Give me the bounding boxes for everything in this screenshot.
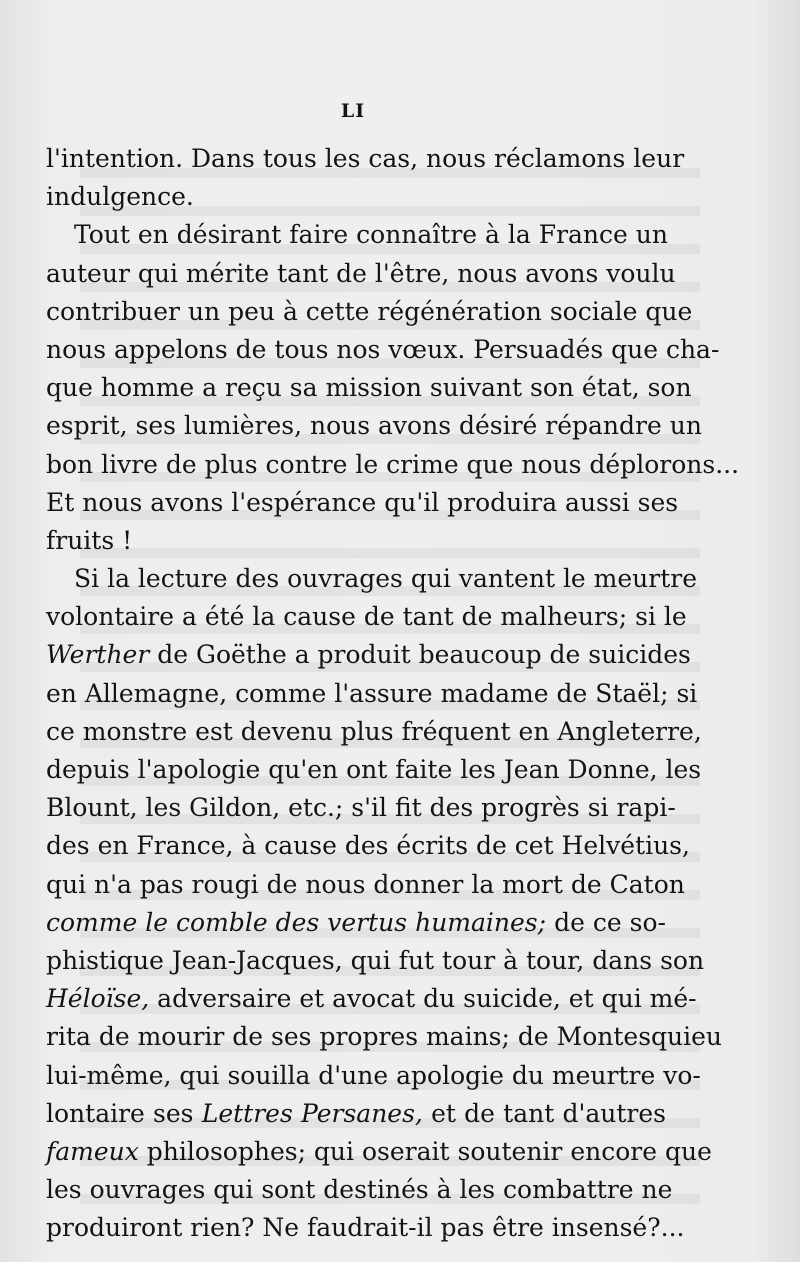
- text-line: les ouvrages qui sont destinés à les combattre ne: [46, 1175, 673, 1205]
- italic-phrase: Werther: [46, 640, 150, 670]
- text-line: comme le comble des vertus humaines; de ce so-: [46, 907, 666, 937]
- text-line: phistique Jean-Jacques, qui fut tour à tour, dans son: [46, 945, 705, 975]
- text-line: indulgence.: [46, 182, 194, 212]
- italic-phrase: Héloïse,: [46, 984, 150, 1014]
- text-line: fruits !: [46, 525, 133, 555]
- text-line: ce monstre est devenu plus fréquent en Angleterre,: [46, 716, 702, 746]
- italic-phrase: Lettres Persanes,: [201, 1098, 423, 1128]
- text-line: que homme a reçu sa mission suivant son état, son: [46, 373, 692, 403]
- text-line: Et nous avons l'espérance qu'il produira aussi ses: [46, 487, 679, 517]
- text-line: rita de mourir de ses propres mains; de Montesquieu: [46, 1022, 723, 1052]
- text-line: Héloïse, adversaire et avocat du suicide, et qui mé-: [46, 984, 697, 1014]
- text-line: l'intention. Dans tous les cas, nous réclamons leur: [46, 144, 685, 173]
- italic-phrase: comme le comble des vertus humaines;: [46, 907, 547, 937]
- text-line: contribuer un peu à cette régénération sociale que: [46, 296, 693, 326]
- text-line: volontaire a été la cause de tant de malheurs; si le: [46, 602, 687, 632]
- text-line: lontaire ses Lettres Persanes, et de tant d'autres: [46, 1098, 666, 1128]
- text-line: depuis l'apologie qu'en ont faite les Jean Donne, les: [46, 755, 702, 784]
- text-line: en Allemagne, comme l'assure madame de Staël; si: [46, 678, 698, 708]
- text-line: Blount, les Gildon, etc.; s'il fit des progrès si rapi-: [46, 793, 676, 823]
- italic-phrase: fameux: [46, 1136, 139, 1166]
- page-number: LI: [340, 100, 366, 122]
- text-line: Werther de Goëthe a produit beaucoup de suicides: [46, 640, 691, 670]
- text-line: Tout en désirant faire connaître à la France un: [74, 220, 668, 250]
- body-text: [46, 140, 740, 1247]
- text-line: esprit, ses lumières, nous avons désiré répandre un: [46, 411, 702, 441]
- text-line: lui-même, qui souilla d'une apologie du meurtre vo-: [46, 1060, 701, 1090]
- text-line: fameux philosophes; qui oserait soutenir encore que: [46, 1136, 712, 1166]
- text-line: Si la lecture des ouvrages qui vantent le meurtre: [74, 564, 698, 594]
- text-line: bon livre de plus contre le crime que nous déplorons...: [46, 449, 740, 479]
- text-line: des en France, à cause des écrits de cet Helvétius,: [46, 831, 690, 861]
- text-line: produiront rien? Ne faudrait-il pas être insensé?...: [46, 1213, 685, 1243]
- text-line: qui n'a pas rougi de nous donner la mort de Caton: [46, 869, 685, 899]
- text-line: nous appelons de tous nos vœux. Persuadés que cha-: [46, 334, 720, 364]
- text-line: auteur qui mérite tant de l'être, nous avons voulu: [46, 258, 676, 288]
